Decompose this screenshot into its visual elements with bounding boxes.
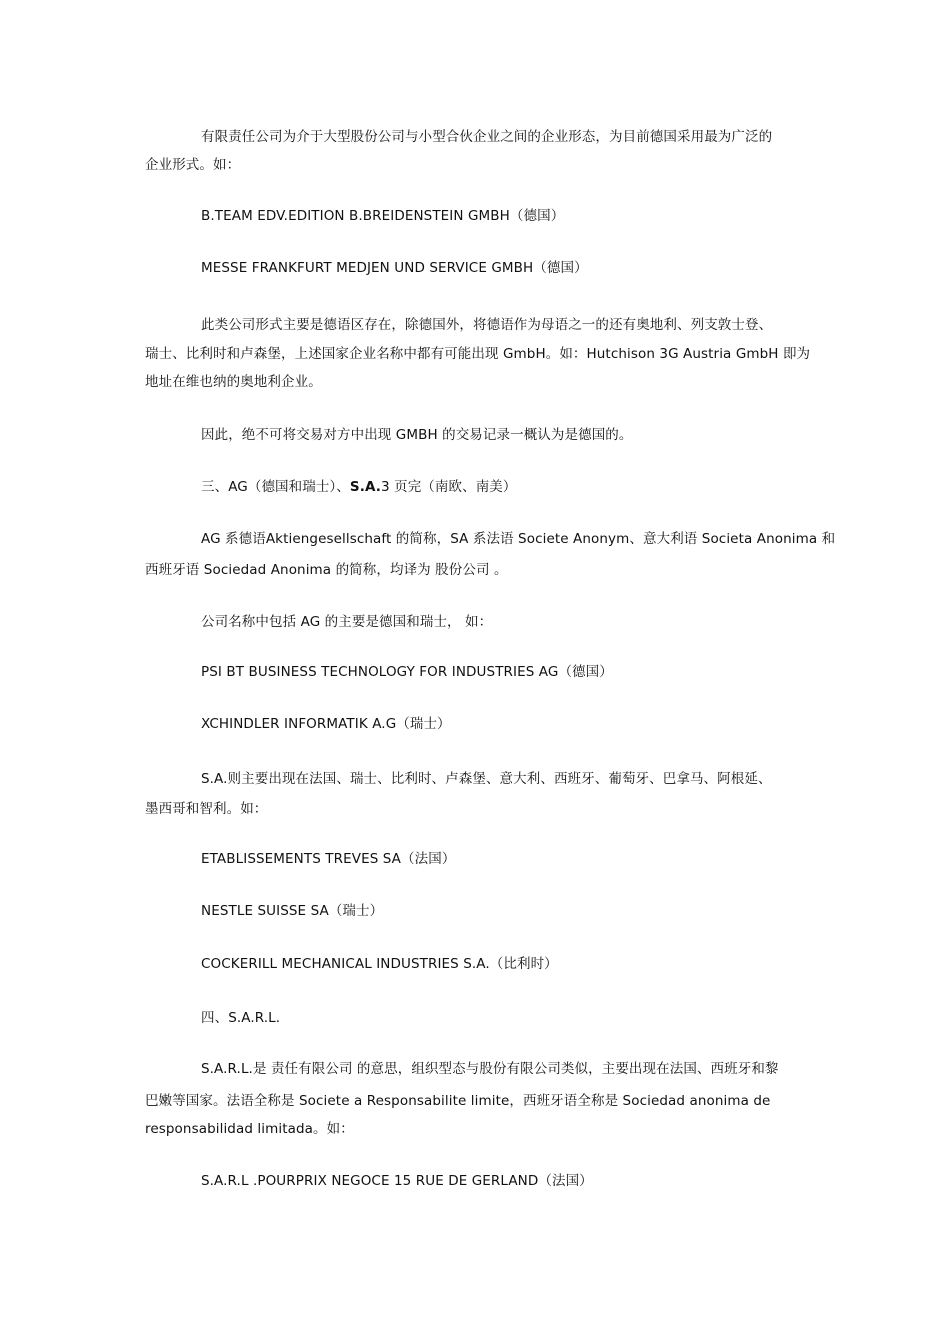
example-company: B.TEAM EDV.EDITION B.BREIDENSTEIN GMBH（德国） xyxy=(201,208,565,224)
paragraph-line: 地址在维也纳的奥地利企业。 xyxy=(145,374,322,390)
example-company: NESTLE SUISSE SA（瑞士） xyxy=(201,903,384,919)
paragraph-line: 企业形式。如： xyxy=(145,157,241,173)
paragraph-line: 此类公司形式主要是德语区存在，除德国外，将德语作为母语之一的还有奥地利、列支敦士登、 xyxy=(201,317,773,333)
paragraph-line: S.A.R.L.是 责任有限公司 的意思，组织型态与股份有限公司类似，主要出现在法国、西班牙和黎 xyxy=(201,1061,779,1077)
example-company: ETABLISSEMENTS TREVES SA（法国） xyxy=(201,851,456,867)
example-company: COCKERILL MECHANICAL INDUSTRIES S.A.（比利时） xyxy=(201,956,558,972)
paragraph-line: S.A.则主要出现在法国、瑞士、比利时、卢森堡、意大利、西班牙、葡萄牙、巴拿马、阿根延、 xyxy=(201,771,772,787)
example-company: MESSE FRANKFURT MEDJEN UND SERVICE GMBH（德国） xyxy=(201,260,588,276)
heading-text: 3 页完（南欧、南美） xyxy=(381,479,517,495)
paragraph-line: 公司名称中包括 AG 的主要是德国和瑞士， 如： xyxy=(201,614,493,630)
example-company: PSI BT BUSINESS TECHNOLOGY FOR INDUSTRIES AG（德国） xyxy=(201,664,613,680)
example-company: XCHINDLER INFORMATIK A.G（瑞士） xyxy=(201,716,451,732)
paragraph-line: responsabilidad limitada。如： xyxy=(145,1121,354,1137)
paragraph-line: 西班牙语 Sociedad Anonima 的简称，均译为 股份公司 。 xyxy=(145,562,508,578)
paragraph-line: 墨西哥和智利。如： xyxy=(145,801,268,817)
section-heading-4: 四、S.A.R.L. xyxy=(201,1010,281,1026)
example-company: S.A.R.L .POURPRIX NEGOCE 15 RUE DE GERLAND（法国） xyxy=(201,1173,593,1189)
heading-text: 三、AG（德国和瑞士）、 xyxy=(201,479,350,495)
section-heading-3 xyxy=(201,478,517,496)
heading-bold-text: S.A. xyxy=(349,479,382,495)
paragraph-line: 瑞士、比利时和卢森堡，上述国家企业名称中都有可能出现 GmbH。如：Hutchison 3G Austria GmbH 即为 xyxy=(145,346,811,362)
paragraph-line: 巴嫩等国家。法语全称是 Societe a Responsabilite limite，西班牙语全称是 Sociedad anonima de xyxy=(145,1093,771,1109)
paragraph-line: 有限责任公司为介于大型股份公司与小型合伙企业之间的企业形态，为目前德国采用最为广泛的 xyxy=(201,129,773,145)
paragraph-line: 因此，绝不可将交易对方中出现 GMBH 的交易记录一概认为是德国的。 xyxy=(201,427,633,443)
paragraph-line: AG 系德语Aktiengesellschaft 的简称，SA 系法语 Societe Anonym、意大利语 Societa Anonima 和 xyxy=(201,531,836,547)
